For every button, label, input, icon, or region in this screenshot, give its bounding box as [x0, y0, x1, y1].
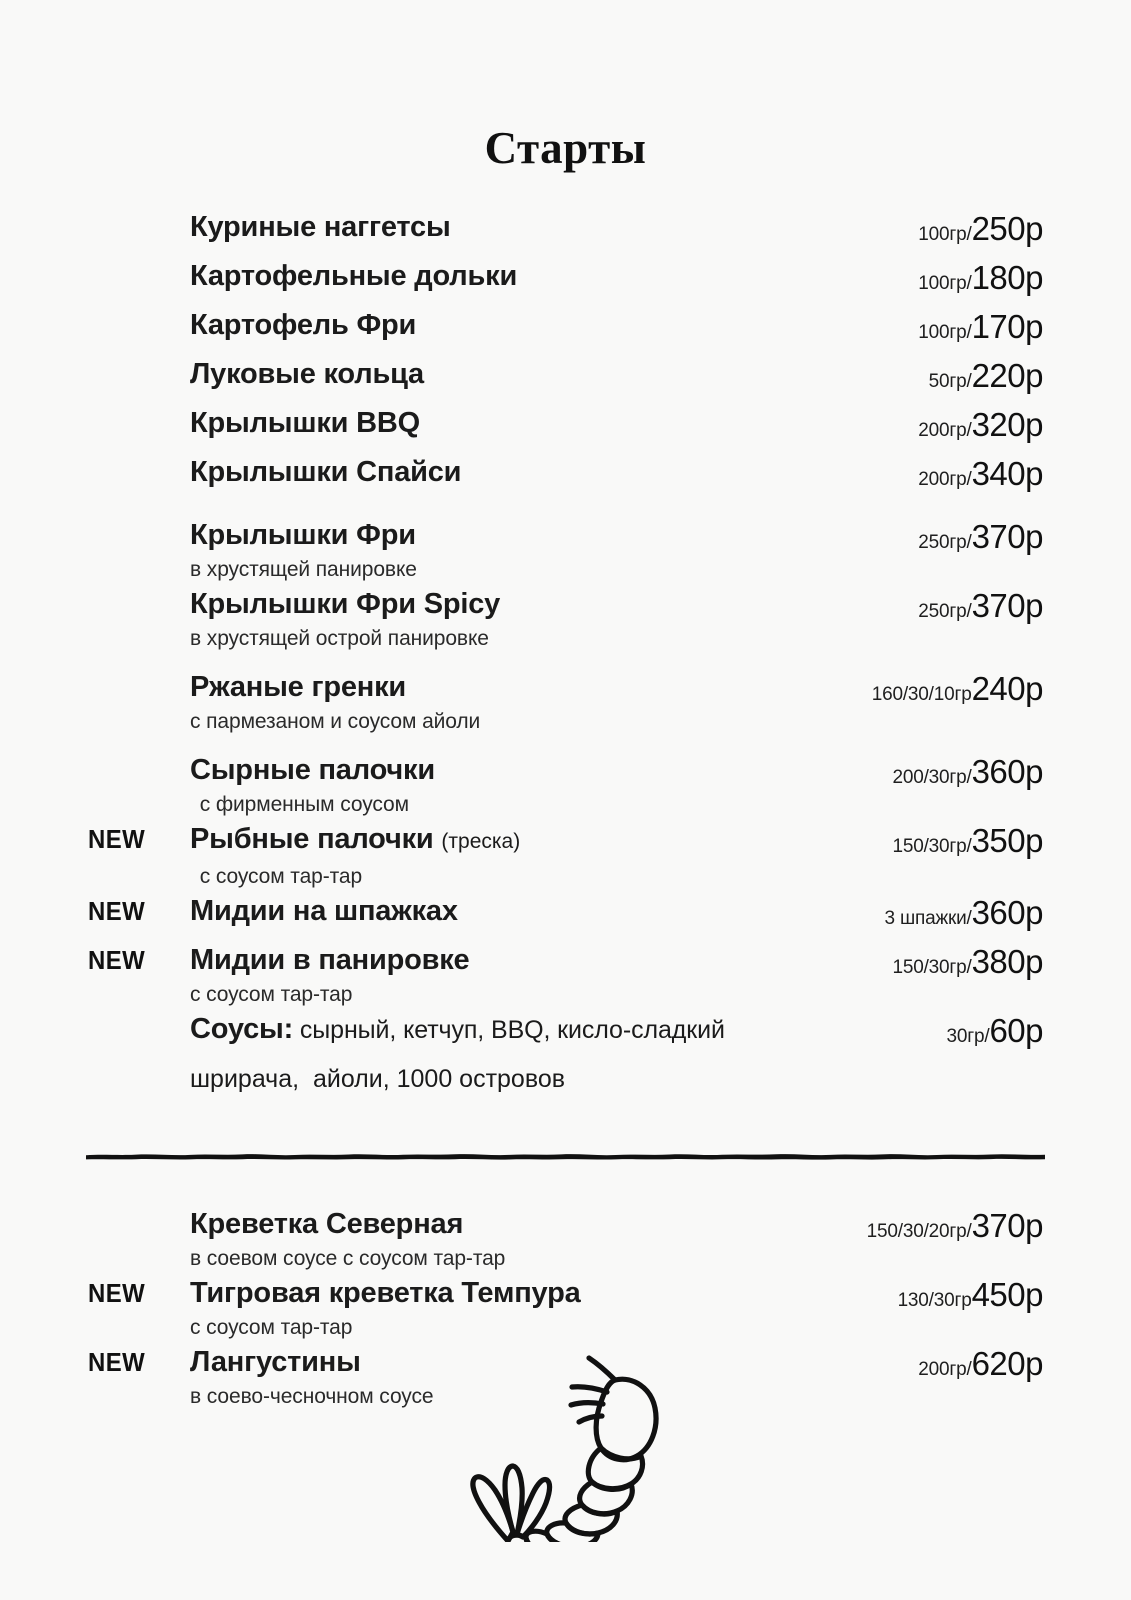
price-block [833, 940, 1043, 989]
dish-name [190, 819, 833, 862]
price-block [833, 667, 1043, 716]
price-amount: 450р [971, 1276, 1043, 1313]
menu-row[interactable] [88, 305, 1043, 354]
dish-name: Мидии в панировке [190, 944, 470, 976]
new-badge: NEW [88, 896, 146, 926]
menu-row[interactable] [88, 750, 1043, 819]
price-block [833, 305, 1043, 354]
dish-qualifier: (треска) [441, 830, 521, 853]
dish-name: Креветка Северная [190, 1208, 464, 1240]
price-block [833, 750, 1043, 799]
dish-description: с пармезаном и соусом айоли [190, 710, 481, 733]
price-amount: 350р [971, 822, 1043, 859]
menu-row[interactable] [88, 515, 1043, 584]
price-block [833, 1273, 1043, 1322]
price-block [833, 584, 1043, 633]
shrimp-illustration [455, 1332, 685, 1542]
dish-description: в хрустящей панировке [190, 558, 417, 581]
price-amount: 620р [971, 1345, 1043, 1382]
portion-weight: 250гр/ [918, 532, 972, 553]
menu-row[interactable] [88, 403, 1043, 452]
new-badge: NEW [88, 945, 146, 975]
dish-name: Картофель Фри [190, 309, 417, 341]
dish-description: с соусом тар-тар [190, 983, 353, 1006]
dish-name: Лангустины [190, 1346, 361, 1378]
menu-row[interactable] [88, 207, 1043, 256]
menu-row[interactable] [88, 667, 1043, 736]
price-block [833, 1204, 1043, 1253]
menu-row[interactable] [88, 256, 1043, 305]
price-amount: 340р [971, 455, 1043, 492]
portion-weight: 150/30/20гр/ [866, 1221, 972, 1242]
portion-weight: 100гр/ [918, 224, 972, 245]
price-block [833, 891, 1043, 940]
portion-weight: 130/30гр [897, 1290, 972, 1311]
dish-description: в соево-чесночном соусе [190, 1385, 434, 1408]
dish-name: Куриные наггетсы [190, 211, 451, 243]
price-amount: 170р [971, 308, 1043, 345]
dish-name: Крылышки BBQ [190, 407, 420, 439]
portion-weight: 250гр/ [918, 601, 972, 622]
portion-weight: 50гр/ [928, 371, 972, 392]
price-amount: 220р [971, 357, 1043, 394]
section-divider [0, 1146, 1131, 1160]
price-block [833, 354, 1043, 403]
price-amount: 360р [971, 894, 1043, 931]
portion-weight: 150/30гр/ [892, 836, 972, 857]
portion-weight: 200гр/ [918, 420, 972, 441]
sauces-list-line2: шрирача, айоли, 1000 островов [190, 1065, 566, 1093]
dish-name: Тигровая креветка Темпура [190, 1277, 581, 1309]
price-block [833, 403, 1043, 452]
sauces-list-line1: сырный, кетчуп, BBQ, кисло-сладкий [293, 1016, 725, 1044]
dish-description: в соевом соусе с соусом тар-тар [190, 1247, 506, 1270]
rough-rule-icon [84, 1146, 1047, 1160]
portion-weight: 100гр/ [918, 322, 972, 343]
price-block [833, 207, 1043, 256]
dish-name: Луковые кольца [190, 358, 424, 390]
menu-row[interactable] [88, 819, 1043, 891]
dish-name: Картофельные дольки [190, 260, 518, 292]
dish-description: с фирменным соусом [194, 793, 409, 816]
sauces-line [190, 1009, 833, 1050]
sauces-row[interactable] [88, 1009, 1043, 1058]
price-amount: 370р [971, 587, 1043, 624]
price-amount: 250р [971, 210, 1043, 247]
new-badge: NEW [88, 1278, 146, 1308]
portion-weight: 3 шпажки/ [884, 908, 972, 929]
price-block [833, 819, 1043, 868]
portion-weight: 100гр/ [918, 273, 972, 294]
price-block [833, 1342, 1043, 1391]
dish-description: в хрустящей острой панировке [190, 627, 489, 650]
dish-name: Крылышки Спайси [190, 456, 462, 488]
price-block [833, 515, 1043, 564]
price-amount: 240р [971, 670, 1043, 707]
dish-description: с соусом тар-тар [190, 1316, 353, 1339]
dish-name: Крылышки Фри [190, 519, 416, 551]
dish-name-text: Рыбные палочки [190, 823, 434, 855]
page-title: Старты [484, 123, 647, 173]
dish-name: Мидии на шпажках [190, 895, 458, 927]
portion-weight: 150/30гр/ [892, 957, 972, 978]
menu-row[interactable] [88, 452, 1043, 501]
price-amount: 380р [971, 943, 1043, 980]
price-block [833, 1009, 1043, 1058]
new-badge: NEW [88, 1347, 146, 1377]
dish-name: Крылышки Фри Spicy [190, 588, 501, 620]
new-badge: NEW [88, 824, 146, 854]
portion-weight: 30гр/ [946, 1026, 990, 1047]
portion-weight: 160/30/10гр [871, 684, 972, 705]
price-amount: 320р [971, 406, 1043, 443]
dish-description: с соусом тар-тар [194, 865, 363, 888]
menu-row[interactable] [88, 940, 1043, 1009]
price-block [833, 452, 1043, 501]
section-starters [0, 207, 1131, 1098]
menu-row[interactable] [88, 891, 1043, 940]
price-block [833, 256, 1043, 305]
dish-name: Сырные палочки [190, 754, 435, 786]
portion-weight: 200/30гр/ [892, 767, 972, 788]
portion-weight: 200гр/ [918, 469, 972, 490]
dish-name: Ржаные гренки [190, 671, 407, 703]
sauces-label: Соусы: [190, 1013, 294, 1045]
price-amount: 180р [971, 259, 1043, 296]
price-amount: 370р [971, 1207, 1043, 1244]
shrimp-icon [455, 1332, 685, 1542]
price-amount: 370р [971, 518, 1043, 555]
menu-row[interactable] [88, 1204, 1043, 1273]
price-amount: 360р [971, 753, 1043, 790]
menu-row[interactable] [88, 584, 1043, 653]
menu-row[interactable] [88, 354, 1043, 403]
price-amount: 60р [989, 1012, 1043, 1049]
portion-weight: 200гр/ [918, 1359, 972, 1380]
